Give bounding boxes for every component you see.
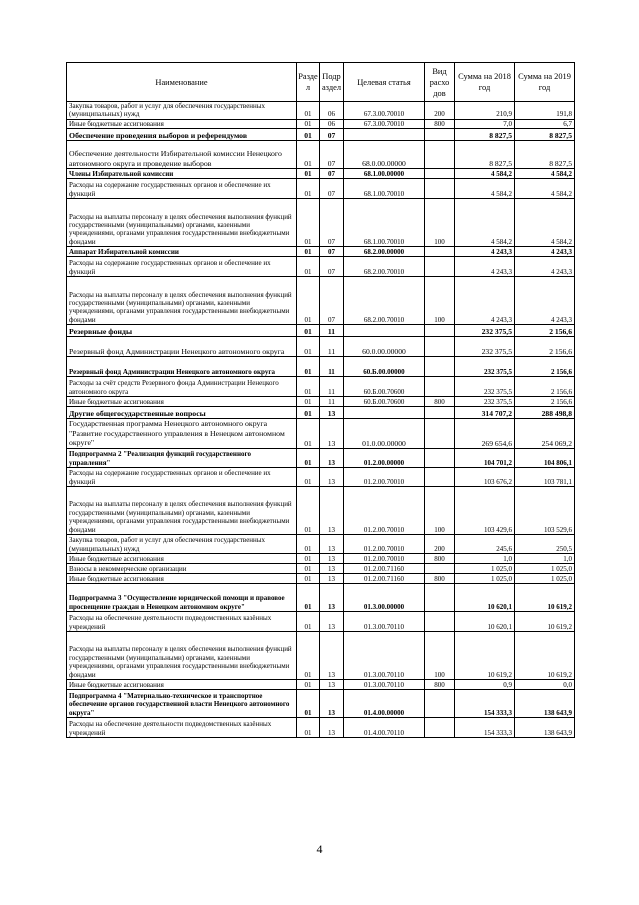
table-cell-subsection: 07	[320, 129, 344, 141]
table-cell-expense-type	[425, 325, 455, 337]
table-cell-sum-2018: 0,9	[455, 680, 515, 690]
table-cell-sum-2019: 4 243,3	[515, 247, 575, 257]
table-cell-sum-2019: 6,7	[515, 119, 575, 128]
table-cell-subsection: 13	[320, 718, 344, 738]
table-cell-name: Расходы на содержание государственных органов и обеспечение их функций	[67, 179, 297, 199]
table-cell-target-article: 01.3.00.70110	[344, 680, 425, 690]
table-cell-target-article: 60.Б.00.70600	[344, 377, 425, 397]
table-cell-name: Подпрограмма 3 "Осуществление юридической помощи и правовое просвещение граждан в Ненецком автономном округе"	[67, 584, 297, 612]
table-cell-section: 01	[297, 407, 320, 419]
table-cell-expense-type	[425, 169, 455, 179]
table-cell-section: 01	[297, 377, 320, 397]
table-cell-sum-2018: 1 025,0	[455, 574, 515, 584]
table-cell-sum-2018: 4 584,2	[455, 199, 515, 247]
table-row	[67, 487, 575, 535]
table-cell-name: Расходы на выплаты персоналу в целях обеспечения выполнения функций государственными (муниципальными) органами, казенными учреждениями, органами управления государственными внебюджетными фондами	[67, 632, 297, 680]
table-cell-section: 01	[297, 357, 320, 377]
table-cell-target-article: 01.2.00.70010	[344, 468, 425, 487]
table-cell-sum-2018: 104 701,2	[455, 449, 515, 468]
table-cell-expense-type: 800	[425, 397, 455, 407]
table-cell-subsection: 13	[320, 449, 344, 468]
table-cell-sum-2019: 138 643,9	[515, 690, 575, 718]
table-cell-subsection: 13	[320, 680, 344, 690]
table-cell-target-article: 01.2.00.70010	[344, 554, 425, 564]
table-cell-name: Расходы на содержание государственных органов и обеспечение их функций	[67, 257, 297, 277]
table-cell-expense-type	[425, 584, 455, 612]
table-cell-sum-2018: 10 619,2	[455, 632, 515, 680]
table-cell-name: Подпрограмма 4 "Материально-техническое и транспортное обеспечение органов государственной власти Ненецкого автономного округа"	[67, 690, 297, 718]
table-cell-name: Иные бюджетные ассигнования	[67, 119, 297, 128]
table-cell-subsection: 07	[320, 141, 344, 169]
table-cell-subsection: 13	[320, 690, 344, 718]
table-cell-expense-type	[425, 337, 455, 357]
table-cell-expense-type	[425, 612, 455, 632]
table-row	[67, 407, 575, 419]
table-cell-section: 01	[297, 257, 320, 277]
table-cell-section: 01	[297, 102, 320, 120]
table-cell-name: Иные бюджетные ассигнования	[67, 397, 297, 407]
table-cell-name: Расходы на содержание государственных органов и обеспечение их функций	[67, 468, 297, 487]
table-cell-sum-2019: 2 156,6	[515, 357, 575, 377]
table-cell-sum-2018: 232 375,5	[455, 377, 515, 397]
table-cell-name: Подпрограмма 2 "Реализация функций государственного управления"	[67, 449, 297, 468]
table-cell-expense-type	[425, 377, 455, 397]
budget-table	[66, 62, 575, 738]
table-cell-subsection: 06	[320, 119, 344, 128]
table-cell-section: 01	[297, 141, 320, 169]
page-number: 4	[316, 842, 323, 856]
table-cell-target-article: 67.3.00.70010	[344, 102, 425, 120]
table-cell-sum-2018: 314 707,2	[455, 407, 515, 419]
table-cell-name: Резервный фонд Администрации Ненецкого автономного округа	[67, 337, 297, 357]
table-cell-target-article: 60.0.00.00000	[344, 337, 425, 357]
header-sum-2018: Сумма на 2018 год	[455, 63, 515, 102]
table-cell-target-article: 01.2.00.00000	[344, 449, 425, 468]
table-cell-target-article: 01.2.00.70010	[344, 535, 425, 554]
table-row	[67, 574, 575, 584]
table-cell-target-article: 68.2.00.00000	[344, 247, 425, 257]
table-cell-sum-2019: 10 619,2	[515, 612, 575, 632]
table-cell-subsection: 07	[320, 247, 344, 257]
table-cell-expense-type: 800	[425, 554, 455, 564]
table-cell-target-article: 01.3.00.70110	[344, 632, 425, 680]
table-cell-subsection: 13	[320, 407, 344, 419]
table-cell-target-article: 68.0.00.00000	[344, 141, 425, 169]
table-cell-sum-2018: 103 676,2	[455, 468, 515, 487]
table-cell-sum-2018: 232 375,5	[455, 397, 515, 407]
table-row	[67, 377, 575, 397]
table-cell-name: Иные бюджетные ассигнования	[67, 554, 297, 564]
table-cell-target-article	[344, 325, 425, 337]
table-cell-sum-2019: 250,5	[515, 535, 575, 554]
table-cell-name: Расходы на обеспечение деятельности подведомственных казённых учреждений	[67, 718, 297, 738]
table-cell-name: Расходы за счёт средств Резервного фонда Администрации Ненецкого автономного округа	[67, 377, 297, 397]
table-cell-sum-2018: 1 025,0	[455, 564, 515, 574]
table-cell-expense-type	[425, 718, 455, 738]
table-cell-sum-2019: 8 827,5	[515, 141, 575, 169]
table-cell-expense-type: 200	[425, 535, 455, 554]
table-cell-sum-2019: 103 529,6	[515, 487, 575, 535]
table-cell-subsection: 07	[320, 179, 344, 199]
table-cell-name: Резервный фонд Администрации Ненецкого автономного округа	[67, 357, 297, 377]
table-cell-expense-type: 100	[425, 487, 455, 535]
header-expense-type: Вид расхо дов	[425, 63, 455, 102]
table-row	[67, 325, 575, 337]
table-cell-name: Закупка товаров, работ и услуг для обеспечения государственных (муниципальных) нужд	[67, 535, 297, 554]
table-cell-target-article: 68.2.00.70010	[344, 277, 425, 325]
table-cell-name: Члены Избирательной комиссии	[67, 169, 297, 179]
table-cell-expense-type: 100	[425, 277, 455, 325]
table-cell-target-article: 67.3.00.70010	[344, 119, 425, 128]
table-cell-sum-2018: 8 827,5	[455, 129, 515, 141]
table-cell-section: 01	[297, 718, 320, 738]
table-row	[67, 119, 575, 128]
table-cell-sum-2019: 103 781,1	[515, 468, 575, 487]
table-cell-subsection: 13	[320, 564, 344, 574]
table-cell-sum-2019: 2 156,6	[515, 397, 575, 407]
table-cell-name: Расходы на выплаты персоналу в целях обеспечения выполнения функций государственными (муниципальными) органами, казенными учреждениями, органами управления государственными внебюджетными фондами	[67, 487, 297, 535]
header-target-article: Целевая статья	[344, 63, 425, 102]
table-cell-sum-2018: 4 584,2	[455, 169, 515, 179]
table-row	[67, 468, 575, 487]
table-cell-section: 01	[297, 680, 320, 690]
table-cell-sum-2019: 4 584,2	[515, 169, 575, 179]
table-cell-section: 01	[297, 277, 320, 325]
table-cell-section: 01	[297, 247, 320, 257]
table-cell-section: 01	[297, 487, 320, 535]
table-cell-sum-2019: 2 156,6	[515, 325, 575, 337]
table-cell-sum-2019: 2 156,6	[515, 337, 575, 357]
table-cell-expense-type	[425, 257, 455, 277]
table-cell-section: 01	[297, 535, 320, 554]
table-cell-sum-2019: 10 619,2	[515, 584, 575, 612]
table-cell-section: 01	[297, 690, 320, 718]
table-cell-expense-type: 800	[425, 680, 455, 690]
table-row	[67, 129, 575, 141]
table-cell-subsection: 13	[320, 487, 344, 535]
table-header-row	[67, 63, 575, 102]
table-cell-sum-2018: 232 375,5	[455, 337, 515, 357]
table-row	[67, 690, 575, 718]
table-cell-name: Закупка товаров, работ и услуг для обеспечения государственных (муниципальных) нужд	[67, 102, 297, 120]
table-row	[67, 584, 575, 612]
table-cell-sum-2019: 4 243,3	[515, 257, 575, 277]
table-cell-section: 01	[297, 199, 320, 247]
header-sum-2019: Сумма на 2019 год	[515, 63, 575, 102]
table-cell-expense-type	[425, 690, 455, 718]
table-cell-sum-2018: 245,6	[455, 535, 515, 554]
table-cell-subsection: 13	[320, 419, 344, 449]
table-cell-sum-2019: 1 025,0	[515, 564, 575, 574]
table-cell-sum-2018: 4 243,3	[455, 257, 515, 277]
table-cell-sum-2018: 8 827,5	[455, 141, 515, 169]
table-cell-sum-2019: 4 584,2	[515, 179, 575, 199]
table-row	[67, 179, 575, 199]
table-cell-sum-2018: 210,9	[455, 102, 515, 120]
table-cell-target-article: 01.3.00.00000	[344, 584, 425, 612]
table-cell-section: 01	[297, 169, 320, 179]
table-cell-expense-type	[425, 141, 455, 169]
table-cell-sum-2018: 103 429,6	[455, 487, 515, 535]
table-cell-subsection: 07	[320, 169, 344, 179]
table-cell-subsection: 07	[320, 199, 344, 247]
table-cell-expense-type: 200	[425, 102, 455, 120]
table-row	[67, 554, 575, 564]
table-row	[67, 337, 575, 357]
table-cell-sum-2019: 191,8	[515, 102, 575, 120]
table-cell-name: Иные бюджетные ассигнования	[67, 574, 297, 584]
table-row	[67, 357, 575, 377]
table-cell-section: 01	[297, 554, 320, 564]
table-cell-sum-2019: 0,0	[515, 680, 575, 690]
table-cell-sum-2018: 10 620,1	[455, 584, 515, 612]
table-cell-subsection: 13	[320, 612, 344, 632]
table-cell-subsection: 11	[320, 397, 344, 407]
table-cell-name: Иные бюджетные ассигнования	[67, 680, 297, 690]
header-name: Наименование	[67, 63, 297, 102]
table-cell-name: Другие общегосударственные вопросы	[67, 407, 297, 419]
table-cell-sum-2019: 254 069,2	[515, 419, 575, 449]
table-cell-expense-type	[425, 129, 455, 141]
table-cell-sum-2018: 10 620,1	[455, 612, 515, 632]
table-cell-name: Резервные фонды	[67, 325, 297, 337]
table-cell-expense-type: 800	[425, 119, 455, 128]
table-cell-subsection: 11	[320, 377, 344, 397]
table-cell-name: Обеспечение деятельности Избирательной комиссии Ненецкого автономного округа и проведение выборов	[67, 141, 297, 169]
table-cell-target-article: 68.1.00.70010	[344, 179, 425, 199]
table-cell-target-article	[344, 407, 425, 419]
table-cell-name: Обеспечение проведения выборов и референдумов	[67, 129, 297, 141]
table-cell-sum-2018: 4 243,3	[455, 277, 515, 325]
table-cell-section: 01	[297, 584, 320, 612]
table-cell-section: 01	[297, 468, 320, 487]
table-cell-name: Расходы на выплаты персоналу в целях обеспечения выполнения функций государственными (муниципальными) органами, казенными учреждениями, органами управления государственными внебюджетными фондами	[67, 199, 297, 247]
table-cell-expense-type	[425, 179, 455, 199]
table-cell-sum-2019: 4 584,2	[515, 199, 575, 247]
table-cell-target-article: 01.4.00.70110	[344, 718, 425, 738]
table-cell-subsection: 13	[320, 574, 344, 584]
table-cell-sum-2018: 4 584,2	[455, 179, 515, 199]
table-cell-expense-type	[425, 357, 455, 377]
table-cell-expense-type	[425, 449, 455, 468]
table-cell-section: 01	[297, 337, 320, 357]
table-cell-section: 01	[297, 325, 320, 337]
table-cell-sum-2019: 4 243,3	[515, 277, 575, 325]
table-cell-subsection: 13	[320, 584, 344, 612]
table-cell-subsection: 07	[320, 277, 344, 325]
table-row	[67, 169, 575, 179]
table-cell-subsection: 13	[320, 632, 344, 680]
table-cell-target-article: 60.Б.00.00000	[344, 357, 425, 377]
table-cell-target-article: 01.2.00.70010	[344, 487, 425, 535]
table-cell-sum-2019: 2 156,6	[515, 377, 575, 397]
table-row	[67, 257, 575, 277]
table-cell-sum-2019: 1,0	[515, 554, 575, 564]
table-cell-sum-2018: 7,0	[455, 119, 515, 128]
table-cell-target-article: 01.4.00.00000	[344, 690, 425, 718]
table-cell-subsection: 11	[320, 357, 344, 377]
table-cell-subsection: 11	[320, 325, 344, 337]
table-cell-expense-type	[425, 419, 455, 449]
table-cell-expense-type: 100	[425, 632, 455, 680]
table-cell-section: 01	[297, 119, 320, 128]
table-row	[67, 632, 575, 680]
table-row	[67, 199, 575, 247]
table-cell-section: 01	[297, 564, 320, 574]
table-cell-expense-type	[425, 468, 455, 487]
table-cell-target-article: 68.1.00.00000	[344, 169, 425, 179]
table-cell-target-article: 68.2.00.70010	[344, 257, 425, 277]
table-cell-sum-2018: 4 243,3	[455, 247, 515, 257]
table-cell-target-article: 01.0.00.00000	[344, 419, 425, 449]
table-cell-section: 01	[297, 129, 320, 141]
table-row	[67, 419, 575, 449]
table-row	[67, 718, 575, 738]
table-cell-sum-2019: 104 806,1	[515, 449, 575, 468]
table-cell-name: Взносы в некоммерческие организации	[67, 564, 297, 574]
table-cell-sum-2018: 154 333,3	[455, 690, 515, 718]
table-cell-subsection: 07	[320, 257, 344, 277]
table-cell-subsection: 13	[320, 535, 344, 554]
table-cell-target-article: 01.2.00.71160	[344, 564, 425, 574]
table-row	[67, 449, 575, 468]
table-cell-target-article: 01.2.00.71160	[344, 574, 425, 584]
header-section: Разде л	[297, 63, 320, 102]
table-cell-expense-type: 800	[425, 574, 455, 584]
table-cell-sum-2018: 154 333,3	[455, 718, 515, 738]
table-row	[67, 247, 575, 257]
table-row	[67, 397, 575, 407]
table-cell-subsection: 13	[320, 468, 344, 487]
table-cell-sum-2019: 1 025,0	[515, 574, 575, 584]
table-cell-sum-2018: 232 375,5	[455, 357, 515, 377]
table-cell-expense-type	[425, 407, 455, 419]
table-row	[67, 277, 575, 325]
table-row	[67, 102, 575, 120]
table-row	[67, 564, 575, 574]
header-subsection: Подр аздел	[320, 63, 344, 102]
table-cell-section: 01	[297, 574, 320, 584]
table-cell-target-article: 01.3.00.70110	[344, 612, 425, 632]
table-cell-target-article: 60.Б.00.70600	[344, 397, 425, 407]
table-row	[67, 680, 575, 690]
table-cell-name: Расходы на обеспечение деятельности подведомственных казённых учреждений	[67, 612, 297, 632]
table-cell-sum-2019: 288 498,8	[515, 407, 575, 419]
table-cell-target-article	[344, 129, 425, 141]
table-cell-subsection: 11	[320, 337, 344, 357]
table-cell-name: Аппарат Избирательной комиссии	[67, 247, 297, 257]
table-cell-section: 01	[297, 179, 320, 199]
table-cell-expense-type	[425, 247, 455, 257]
table-cell-section: 01	[297, 449, 320, 468]
table-cell-section: 01	[297, 419, 320, 449]
table-row	[67, 535, 575, 554]
table-cell-name: Государственная программа Ненецкого автономного округа "Развитие государственного управления в Ненецком автономном округе"	[67, 419, 297, 449]
table-cell-sum-2019: 8 827,5	[515, 129, 575, 141]
table-cell-name: Расходы на выплаты персоналу в целях обеспечения выполнения функций государственными (муниципальными) органами, казенными учреждениями, органами управления государственными внебюджетными фондами	[67, 277, 297, 325]
table-cell-expense-type	[425, 564, 455, 574]
table-cell-section: 01	[297, 612, 320, 632]
table-row	[67, 141, 575, 169]
table-cell-section: 01	[297, 632, 320, 680]
table-cell-target-article: 68.1.00.70010	[344, 199, 425, 247]
table-cell-subsection: 13	[320, 554, 344, 564]
table-cell-sum-2019: 10 619,2	[515, 632, 575, 680]
table-row	[67, 612, 575, 632]
table-cell-sum-2018: 269 654,6	[455, 419, 515, 449]
table-cell-sum-2019: 138 643,9	[515, 718, 575, 738]
table-cell-sum-2018: 1,0	[455, 554, 515, 564]
table-cell-section: 01	[297, 397, 320, 407]
table-cell-subsection: 06	[320, 102, 344, 120]
table-cell-expense-type: 100	[425, 199, 455, 247]
table-cell-sum-2018: 232 375,5	[455, 325, 515, 337]
